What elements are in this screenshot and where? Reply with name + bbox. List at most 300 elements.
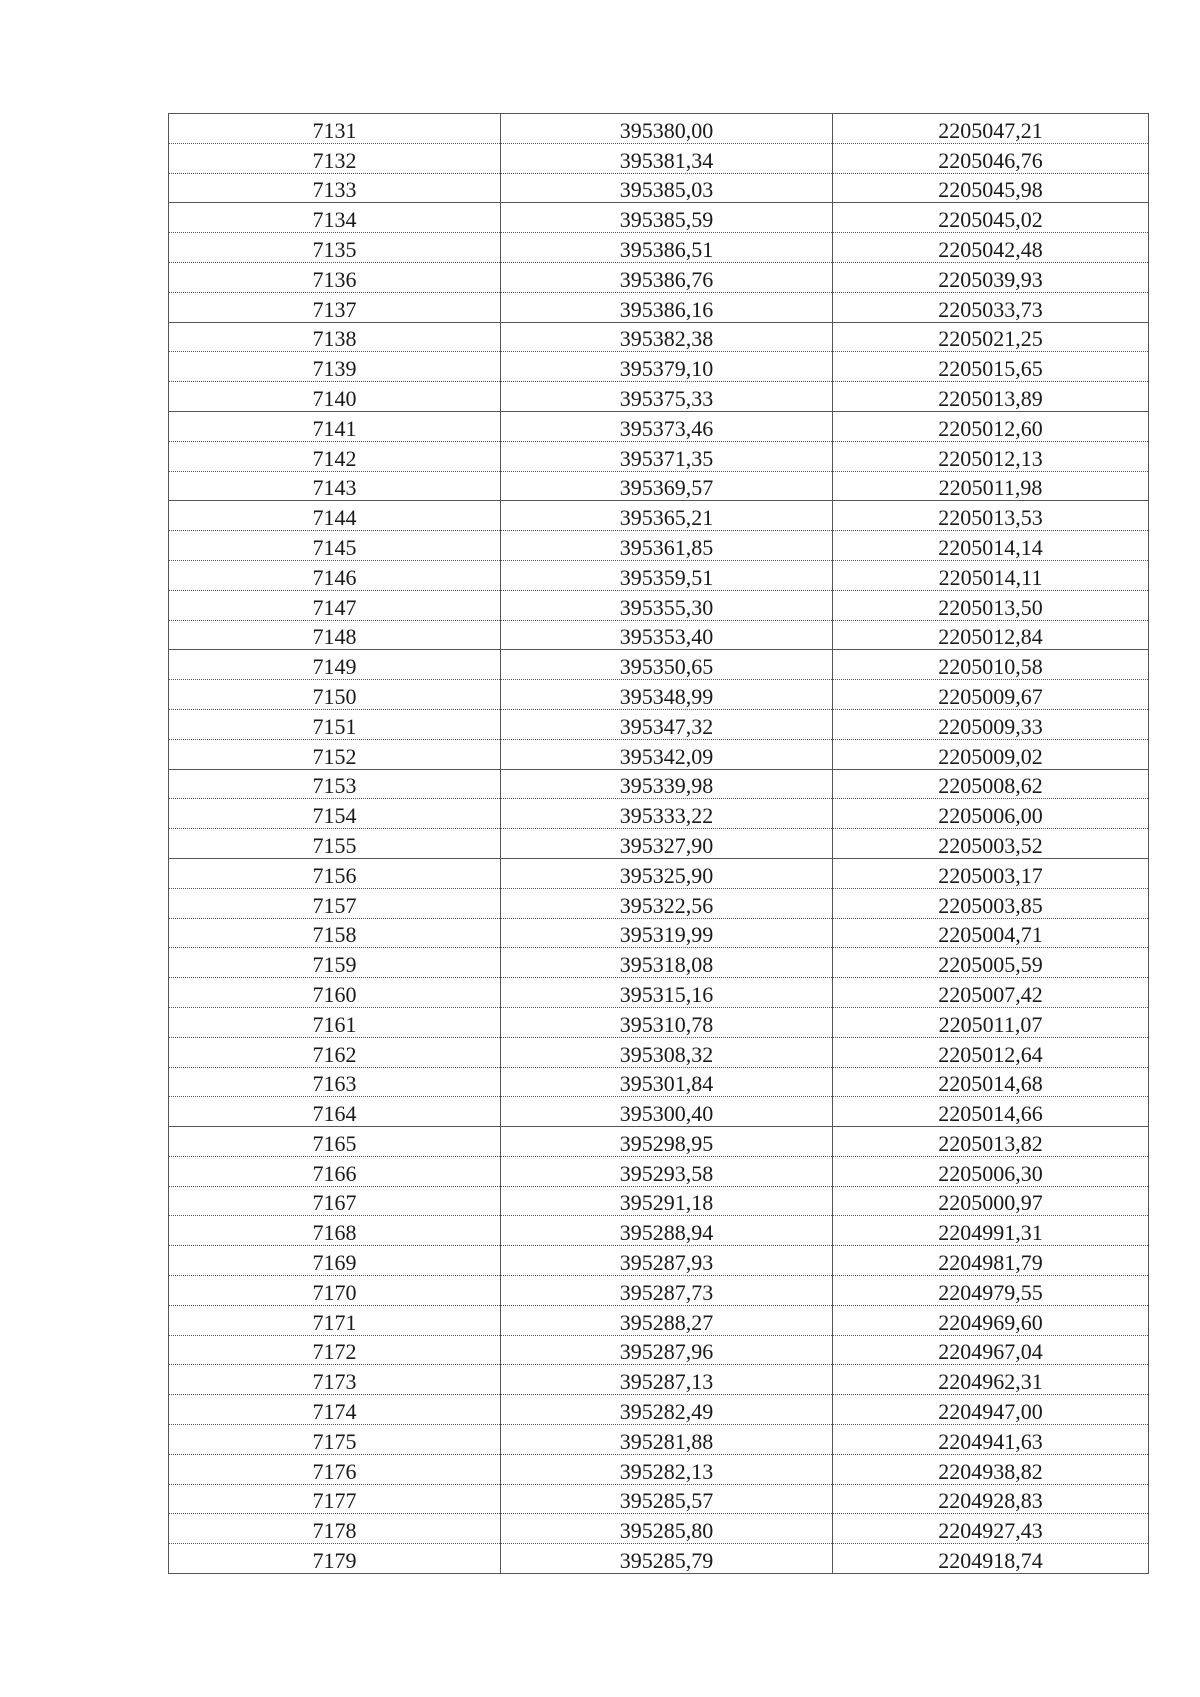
table-row <box>169 173 1149 203</box>
cell-text: 7132 <box>312 147 357 173</box>
cell-text: 395381,34 <box>619 147 714 173</box>
cell-text: 395380,00 <box>619 117 714 143</box>
point-number-cell <box>169 918 501 948</box>
y-coordinate-cell <box>833 1156 1149 1186</box>
cell-text: 7170 <box>312 1279 357 1305</box>
cell-text: 395325,90 <box>619 862 714 888</box>
point-number-cell <box>169 292 501 322</box>
table-row <box>169 1395 1149 1425</box>
cell-text: 7164 <box>312 1101 357 1127</box>
y-coordinate-cell <box>833 292 1149 322</box>
cell-text: 395281,88 <box>619 1428 714 1454</box>
cell-text: 2204938,82 <box>938 1458 1043 1484</box>
cell-text: 7154 <box>312 803 357 829</box>
table-row <box>169 739 1149 769</box>
x-coordinate-cell <box>501 1425 833 1455</box>
point-number-cell <box>169 590 501 620</box>
point-number-cell <box>169 650 501 680</box>
point-number-cell <box>169 829 501 859</box>
x-coordinate-cell <box>501 262 833 292</box>
y-coordinate-cell <box>833 1246 1149 1276</box>
cell-text: 395298,95 <box>619 1130 714 1156</box>
y-coordinate-cell <box>833 799 1149 829</box>
cell-text: 7142 <box>312 445 357 471</box>
cell-text: 7137 <box>312 296 357 322</box>
y-coordinate-cell <box>833 888 1149 918</box>
cell-text: 2205005,59 <box>938 952 1043 978</box>
table-row <box>169 292 1149 322</box>
cell-text: 2204941,63 <box>938 1428 1043 1454</box>
x-coordinate-cell <box>501 650 833 680</box>
cell-text: 395318,08 <box>619 952 714 978</box>
x-coordinate-cell <box>501 1365 833 1395</box>
point-number-cell <box>169 769 501 799</box>
cell-text: 2205014,14 <box>938 534 1043 560</box>
point-number-cell <box>169 1544 501 1574</box>
cell-text: 2204967,04 <box>938 1339 1043 1365</box>
cell-text: 2204969,60 <box>938 1309 1043 1335</box>
point-number-cell <box>169 1484 501 1514</box>
cell-text: 7156 <box>312 862 357 888</box>
cell-text: 395355,30 <box>619 594 714 620</box>
cell-text: 2205012,84 <box>938 624 1043 650</box>
x-coordinate-cell <box>501 382 833 412</box>
cell-text: 7161 <box>312 1011 357 1037</box>
y-coordinate-cell <box>833 233 1149 263</box>
table-row <box>169 262 1149 292</box>
cell-text: 2205012,60 <box>938 415 1043 441</box>
table-row <box>169 948 1149 978</box>
point-number-cell <box>169 411 501 441</box>
cell-text: 2205010,58 <box>938 654 1043 680</box>
y-coordinate-cell <box>833 650 1149 680</box>
y-coordinate-cell <box>833 918 1149 948</box>
y-coordinate-cell <box>833 322 1149 352</box>
cell-text: 395365,21 <box>619 505 714 531</box>
cell-text: 2205045,98 <box>938 177 1043 203</box>
cell-text: 7151 <box>312 713 357 739</box>
point-number-cell <box>169 114 501 144</box>
cell-text: 2205046,76 <box>938 147 1043 173</box>
cell-text: 7176 <box>312 1458 357 1484</box>
cell-text: 395322,56 <box>619 892 714 918</box>
table-row <box>169 143 1149 173</box>
x-coordinate-cell <box>501 1544 833 1574</box>
cell-text: 7163 <box>312 1071 357 1097</box>
table-row <box>169 1097 1149 1127</box>
cell-text: 395333,22 <box>619 803 714 829</box>
cell-text: 395291,18 <box>619 1190 714 1216</box>
cell-text: 2205009,33 <box>938 713 1043 739</box>
table-row <box>169 1365 1149 1395</box>
table-row <box>169 1544 1149 1574</box>
point-number-cell <box>169 173 501 203</box>
cell-text: 395342,09 <box>619 743 714 769</box>
x-coordinate-cell <box>501 769 833 799</box>
point-number-cell <box>169 352 501 382</box>
y-coordinate-cell <box>833 620 1149 650</box>
x-coordinate-cell <box>501 1305 833 1335</box>
x-coordinate-cell <box>501 531 833 561</box>
x-coordinate-cell <box>501 948 833 978</box>
cell-text: 395301,84 <box>619 1071 714 1097</box>
x-coordinate-cell <box>501 173 833 203</box>
cell-text: 2205008,62 <box>938 773 1043 799</box>
table-row <box>169 233 1149 263</box>
table-row <box>169 1246 1149 1276</box>
cell-text: 2204918,74 <box>938 1548 1043 1574</box>
y-coordinate-cell <box>833 441 1149 471</box>
table-row <box>169 1276 1149 1306</box>
x-coordinate-cell <box>501 590 833 620</box>
x-coordinate-cell <box>501 471 833 501</box>
table-row <box>169 501 1149 531</box>
table-row <box>169 352 1149 382</box>
table-row <box>169 382 1149 412</box>
cell-text: 2205012,13 <box>938 445 1043 471</box>
point-number-cell <box>169 1097 501 1127</box>
table-row <box>169 799 1149 829</box>
cell-text: 7139 <box>312 356 357 382</box>
cell-text: 395350,65 <box>619 654 714 680</box>
y-coordinate-cell <box>833 1335 1149 1365</box>
cell-text: 2205013,82 <box>938 1130 1043 1156</box>
point-number-cell <box>169 888 501 918</box>
x-coordinate-cell <box>501 1454 833 1484</box>
x-coordinate-cell <box>501 411 833 441</box>
cell-text: 395287,93 <box>619 1250 714 1276</box>
table-row <box>169 1335 1149 1365</box>
y-coordinate-cell <box>833 1365 1149 1395</box>
cell-text: 2205013,53 <box>938 505 1043 531</box>
cell-text: 2205045,02 <box>938 207 1043 233</box>
point-number-cell <box>169 1037 501 1067</box>
point-number-cell <box>169 1395 501 1425</box>
table-row <box>169 441 1149 471</box>
x-coordinate-cell <box>501 1007 833 1037</box>
cell-text: 395369,57 <box>619 475 714 501</box>
cell-text: 2205014,66 <box>938 1101 1043 1127</box>
cell-text: 7152 <box>312 743 357 769</box>
cell-text: 7159 <box>312 952 357 978</box>
point-number-cell <box>169 1425 501 1455</box>
cell-text: 2205014,11 <box>938 564 1043 590</box>
y-coordinate-cell <box>833 262 1149 292</box>
table-row <box>169 560 1149 590</box>
cell-text: 395347,32 <box>619 713 714 739</box>
table-row <box>169 1454 1149 1484</box>
table-row <box>169 709 1149 739</box>
cell-text: 2205013,89 <box>938 385 1043 411</box>
y-coordinate-cell <box>833 1276 1149 1306</box>
table-row <box>169 620 1149 650</box>
cell-text: 395353,40 <box>619 624 714 650</box>
point-number-cell <box>169 501 501 531</box>
x-coordinate-cell <box>501 1216 833 1246</box>
table-row <box>169 471 1149 501</box>
x-coordinate-cell <box>501 233 833 263</box>
point-number-cell <box>169 1305 501 1335</box>
cell-text: 2205003,17 <box>938 862 1043 888</box>
table-row <box>169 590 1149 620</box>
x-coordinate-cell <box>501 620 833 650</box>
cell-text: 7157 <box>312 892 357 918</box>
y-coordinate-cell <box>833 560 1149 590</box>
cell-text: 395315,16 <box>619 981 714 1007</box>
point-number-cell <box>169 1514 501 1544</box>
table-row <box>169 114 1149 144</box>
table-row <box>169 1305 1149 1335</box>
cell-text: 2205009,02 <box>938 743 1043 769</box>
cell-text: 395287,73 <box>619 1279 714 1305</box>
x-coordinate-cell <box>501 1335 833 1365</box>
table-row <box>169 888 1149 918</box>
y-coordinate-cell <box>833 203 1149 233</box>
table-row <box>169 411 1149 441</box>
x-coordinate-cell <box>501 918 833 948</box>
table-row <box>169 978 1149 1008</box>
point-number-cell <box>169 1156 501 1186</box>
point-number-cell <box>169 1007 501 1037</box>
cell-text: 395300,40 <box>619 1101 714 1127</box>
x-coordinate-cell <box>501 560 833 590</box>
y-coordinate-cell <box>833 858 1149 888</box>
y-coordinate-cell <box>833 352 1149 382</box>
cell-text: 395371,35 <box>619 445 714 471</box>
y-coordinate-cell <box>833 501 1149 531</box>
x-coordinate-cell <box>501 978 833 1008</box>
cell-text: 2204981,79 <box>938 1250 1043 1276</box>
cell-text: 395285,57 <box>619 1488 714 1514</box>
coordinates-table-body <box>169 114 1149 1574</box>
point-number-cell <box>169 620 501 650</box>
x-coordinate-cell <box>501 322 833 352</box>
point-number-cell <box>169 1127 501 1157</box>
cell-text: 395319,99 <box>619 922 714 948</box>
table-row <box>169 1067 1149 1097</box>
x-coordinate-cell <box>501 1484 833 1514</box>
cell-text: 395386,76 <box>619 266 714 292</box>
cell-text: 2205011,07 <box>938 1011 1043 1037</box>
point-number-cell <box>169 1246 501 1276</box>
x-coordinate-cell <box>501 858 833 888</box>
point-number-cell <box>169 203 501 233</box>
point-number-cell <box>169 709 501 739</box>
point-number-cell <box>169 143 501 173</box>
x-coordinate-cell <box>501 829 833 859</box>
cell-text: 7153 <box>312 773 357 799</box>
cell-text: 7150 <box>312 683 357 709</box>
cell-text: 7131 <box>312 117 357 143</box>
cell-text: 2205006,30 <box>938 1160 1043 1186</box>
cell-text: 7140 <box>312 385 357 411</box>
cell-text: 2204927,43 <box>938 1518 1043 1544</box>
x-coordinate-cell <box>501 1156 833 1186</box>
cell-text: 7179 <box>312 1548 357 1574</box>
y-coordinate-cell <box>833 143 1149 173</box>
y-coordinate-cell <box>833 1097 1149 1127</box>
y-coordinate-cell <box>833 1395 1149 1425</box>
cell-text: 2205003,52 <box>938 832 1043 858</box>
cell-text: 2205004,71 <box>938 922 1043 948</box>
cell-text: 395287,13 <box>619 1369 714 1395</box>
cell-text: 2205033,73 <box>938 296 1043 322</box>
cell-text: 2205007,42 <box>938 981 1043 1007</box>
cell-text: 7171 <box>312 1309 357 1335</box>
cell-text: 395339,98 <box>619 773 714 799</box>
cell-text: 395282,49 <box>619 1399 714 1425</box>
y-coordinate-cell <box>833 1484 1149 1514</box>
cell-text: 2205014,68 <box>938 1071 1043 1097</box>
x-coordinate-cell <box>501 680 833 710</box>
x-coordinate-cell <box>501 441 833 471</box>
cell-text: 7147 <box>312 594 357 620</box>
y-coordinate-cell <box>833 590 1149 620</box>
cell-text: 7178 <box>312 1518 357 1544</box>
cell-text: 395327,90 <box>619 832 714 858</box>
table-row <box>169 1484 1149 1514</box>
point-number-cell <box>169 262 501 292</box>
coordinates-table <box>168 113 1149 1574</box>
y-coordinate-cell <box>833 978 1149 1008</box>
y-coordinate-cell <box>833 1454 1149 1484</box>
x-coordinate-cell <box>501 799 833 829</box>
x-coordinate-cell <box>501 739 833 769</box>
cell-text: 7143 <box>312 475 357 501</box>
x-coordinate-cell <box>501 1395 833 1425</box>
cell-text: 395382,38 <box>619 326 714 352</box>
table-row <box>169 1127 1149 1157</box>
y-coordinate-cell <box>833 769 1149 799</box>
table-row <box>169 1425 1149 1455</box>
cell-text: 7148 <box>312 624 357 650</box>
cell-text: 395282,13 <box>619 1458 714 1484</box>
x-coordinate-cell <box>501 114 833 144</box>
y-coordinate-cell <box>833 1216 1149 1246</box>
table-row <box>169 203 1149 233</box>
cell-text: 2205000,97 <box>938 1190 1043 1216</box>
table-row <box>169 650 1149 680</box>
point-number-cell <box>169 322 501 352</box>
cell-text: 7168 <box>312 1220 357 1246</box>
y-coordinate-cell <box>833 1425 1149 1455</box>
y-coordinate-cell <box>833 411 1149 441</box>
cell-text: 7136 <box>312 266 357 292</box>
cell-text: 395359,51 <box>619 564 714 590</box>
y-coordinate-cell <box>833 382 1149 412</box>
cell-text: 7169 <box>312 1250 357 1276</box>
x-coordinate-cell <box>501 1067 833 1097</box>
y-coordinate-cell <box>833 1067 1149 1097</box>
point-number-cell <box>169 680 501 710</box>
cell-text: 7141 <box>312 415 357 441</box>
cell-text: 2205042,48 <box>938 236 1043 262</box>
cell-text: 395379,10 <box>619 356 714 382</box>
y-coordinate-cell <box>833 1186 1149 1216</box>
point-number-cell <box>169 560 501 590</box>
y-coordinate-cell <box>833 173 1149 203</box>
cell-text: 395348,99 <box>619 683 714 709</box>
point-number-cell <box>169 531 501 561</box>
x-coordinate-cell <box>501 143 833 173</box>
cell-text: 395285,80 <box>619 1518 714 1544</box>
y-coordinate-cell <box>833 709 1149 739</box>
point-number-cell <box>169 1186 501 1216</box>
cell-text: 395385,59 <box>619 207 714 233</box>
point-number-cell <box>169 978 501 1008</box>
x-coordinate-cell <box>501 1097 833 1127</box>
cell-text: 395293,58 <box>619 1160 714 1186</box>
x-coordinate-cell <box>501 292 833 322</box>
x-coordinate-cell <box>501 501 833 531</box>
cell-text: 2205039,93 <box>938 266 1043 292</box>
cell-text: 7173 <box>312 1369 357 1395</box>
point-number-cell <box>169 382 501 412</box>
point-number-cell <box>169 799 501 829</box>
table-row <box>169 531 1149 561</box>
cell-text: 395288,94 <box>619 1220 714 1246</box>
table-row <box>169 1007 1149 1037</box>
cell-text: 2204991,31 <box>938 1220 1043 1246</box>
y-coordinate-cell <box>833 1514 1149 1544</box>
cell-text: 2205003,85 <box>938 892 1043 918</box>
table-row <box>169 1514 1149 1544</box>
x-coordinate-cell <box>501 1127 833 1157</box>
cell-text: 7155 <box>312 832 357 858</box>
cell-text: 395385,03 <box>619 177 714 203</box>
cell-text: 7135 <box>312 236 357 262</box>
point-number-cell <box>169 1454 501 1484</box>
cell-text: 7175 <box>312 1428 357 1454</box>
cell-text: 395308,32 <box>619 1041 714 1067</box>
point-number-cell <box>169 1335 501 1365</box>
cell-text: 395310,78 <box>619 1011 714 1037</box>
y-coordinate-cell <box>833 1127 1149 1157</box>
cell-text: 395361,85 <box>619 534 714 560</box>
y-coordinate-cell <box>833 1007 1149 1037</box>
point-number-cell <box>169 1216 501 1246</box>
point-number-cell <box>169 1365 501 1395</box>
cell-text: 2204928,83 <box>938 1488 1043 1514</box>
cell-text: 395287,96 <box>619 1339 714 1365</box>
cell-text: 7167 <box>312 1190 357 1216</box>
point-number-cell <box>169 441 501 471</box>
x-coordinate-cell <box>501 203 833 233</box>
point-number-cell <box>169 948 501 978</box>
y-coordinate-cell <box>833 114 1149 144</box>
x-coordinate-cell <box>501 709 833 739</box>
cell-text: 7144 <box>312 505 357 531</box>
y-coordinate-cell <box>833 829 1149 859</box>
cell-text: 2205012,64 <box>938 1041 1043 1067</box>
cell-text: 395386,16 <box>619 296 714 322</box>
cell-text: 7158 <box>312 922 357 948</box>
y-coordinate-cell <box>833 1037 1149 1067</box>
cell-text: 7174 <box>312 1399 357 1425</box>
table-row <box>169 829 1149 859</box>
cell-text: 395373,46 <box>619 415 714 441</box>
point-number-cell <box>169 471 501 501</box>
y-coordinate-cell <box>833 680 1149 710</box>
cell-text: 395386,51 <box>619 236 714 262</box>
cell-text: 7162 <box>312 1041 357 1067</box>
table-row <box>169 1186 1149 1216</box>
cell-text: 7146 <box>312 564 357 590</box>
y-coordinate-cell <box>833 531 1149 561</box>
x-coordinate-cell <box>501 1037 833 1067</box>
y-coordinate-cell <box>833 739 1149 769</box>
point-number-cell <box>169 1067 501 1097</box>
